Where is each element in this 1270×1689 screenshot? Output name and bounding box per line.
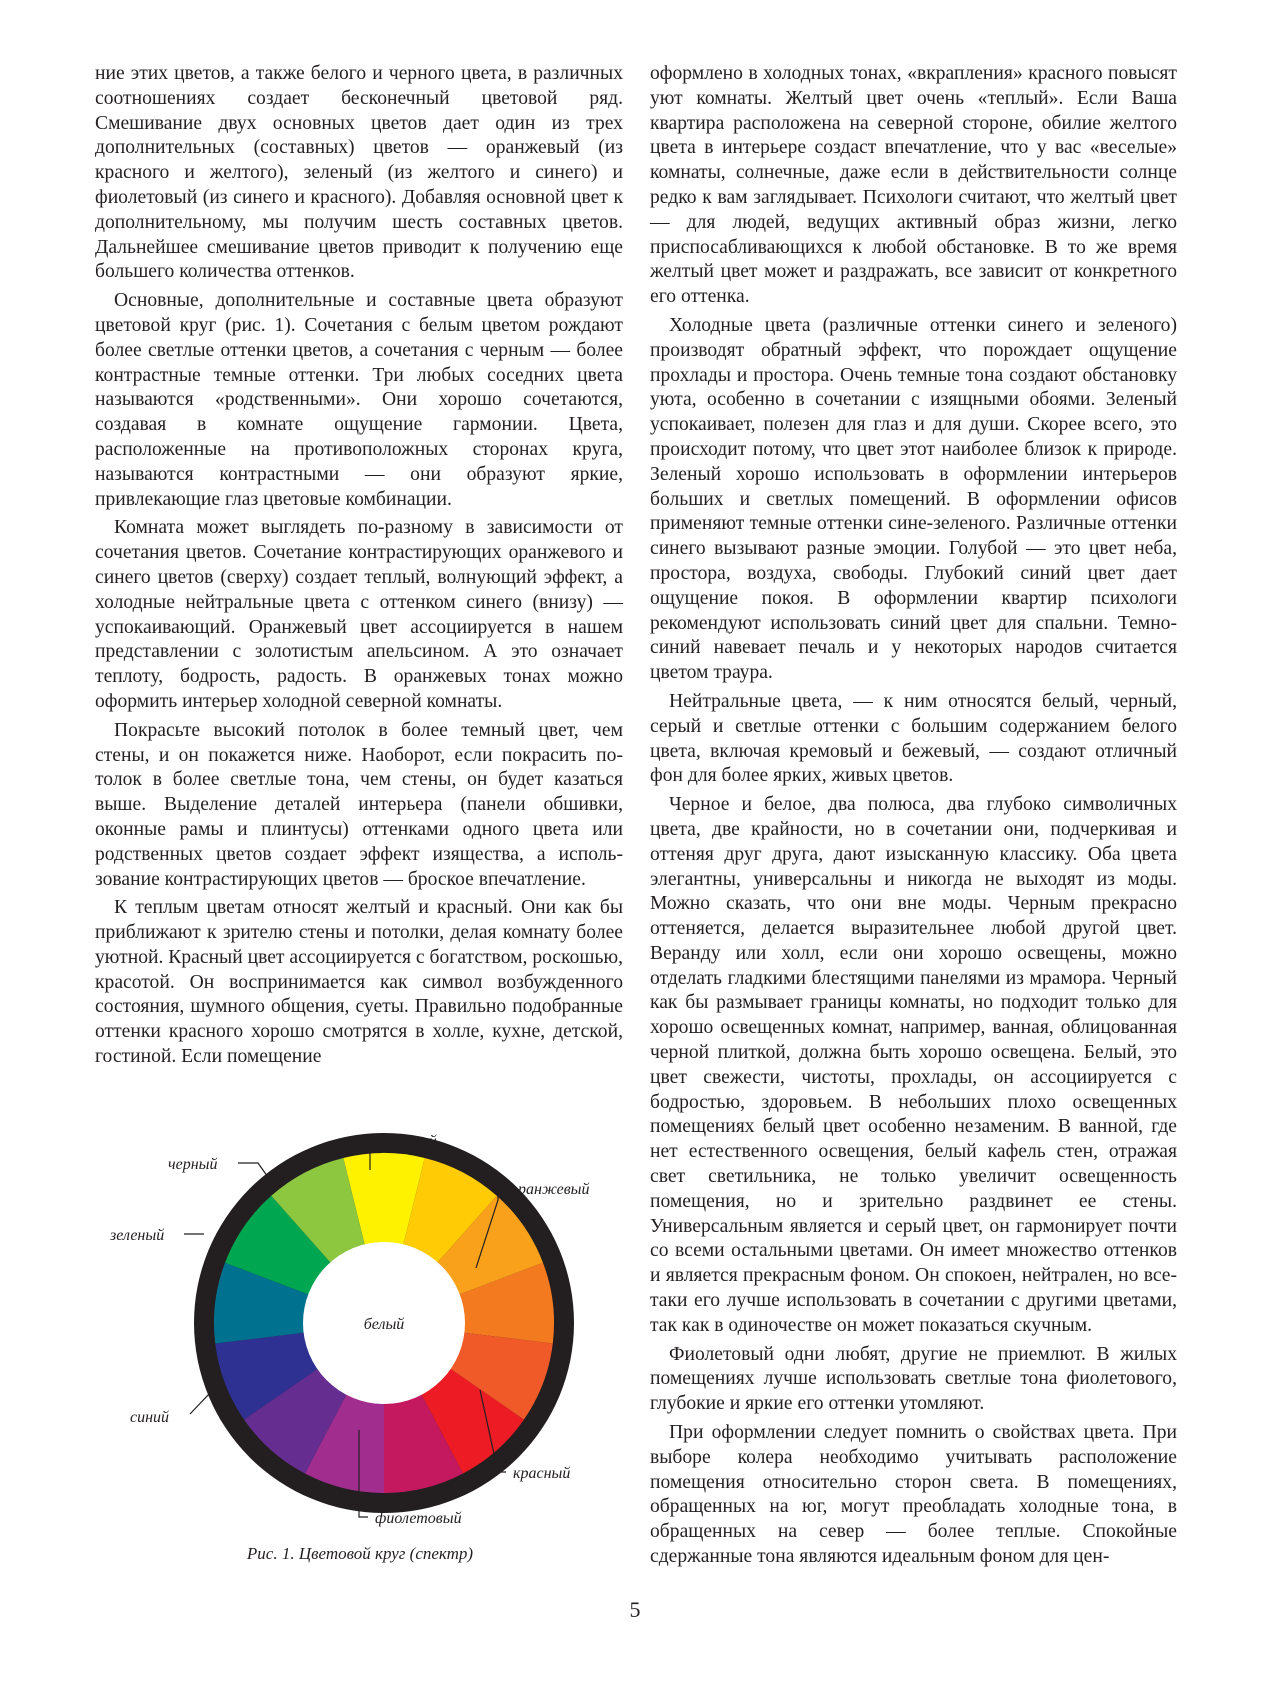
label-white: белый	[363, 1316, 405, 1333]
paragraph: Покрасьте высокий потолок в более темный цвет, чем стены, и он покажется ниже. Наоборот, если покрасить потолок в более светлые тона, чем стены, он будет казаться выше. Выделение деталей интерьера (панели обшивки, оконные рамы и плинтусы) оттенками одного цвета или родственных цветов создает эффект изящества, а использование контрастирующих цветов — броское впечатление.	[95, 719, 623, 890]
label-violet: фиолетовый	[375, 1510, 462, 1527]
paragraph: Холодные цвета (различные оттенки синего и зеленого) производят обратный эффект, что порождает ощущение прохлады и простора. Очень темные тона создают обстановку уюта, особенно в сочетании с изящными обоями. Зеленый успокаивает, полезен для глаз и для души. Скорее всего, это происходит потому, что цвет этот наиболее близок к природе. Зеленый хорошо использовать в оформлении интерьеров больших и светлых помещений. В оформлении офисов применяют темные оттенки сине-зеленого. Различные оттенки синего вызывают разные эмоции. Голубой — это цвет неба, простора, воздуха, свободы. Глубокий синий цвет дает ощущение покоя. В оформлении квартир психологи рекомендуют использовать синий цвет для спальни. Темно-синий навевает печаль и у некоторых народов считается цветом траура.	[650, 314, 1177, 684]
paragraph: Комната может выглядеть по-разному в зависимости от сочетания цветов. Сочетание контрастирующих оранжевого и синего цветов (сверху) создает теплый, волнующий эффект, а холодные нейтральные цвета с оттенком синего (внизу) — успокаивающий. Оранжевый цвет ассоциируется в нашем представлении с золотистым апельсином. А это означает теплоту, бодрость, радость. В оранжевых тонах можно оформить интерьер холодной северной комнаты.	[95, 517, 623, 712]
label-orange: оранжевый	[510, 1181, 590, 1198]
leader-blue	[190, 1393, 210, 1414]
paragraph: Фиолетовый одни любят, другие не приемлют. В жилых помещениях лучше использовать светлые тона фиолетового, глубокие и яркие его оттенки утомляют.	[650, 1343, 1177, 1415]
paragraph: Нейтральные цвета, — к ним относятся белый, черный, серый и светлые оттенки с большим содержанием белого цвета, включая кремовый и бежевый, — создают отличный фон для более ярких, живых цветов.	[650, 690, 1177, 787]
figure-caption: Рис. 1. Цветовой круг (спектр)	[246, 1544, 474, 1563]
label-red: красный	[513, 1465, 571, 1482]
paragraph: Основные, дополнительные и составные цвета образуют цветовой круг (рис. 1). Сочетания с белым цветом рождают более светлые оттенки цветов, а сочетания с черным — более контрастные темные оттенки. Три любых соседних цвета называются «родственными». Они хорошо сочетаются, создавая в комнате ощущение гармонии. Цвета, расположенные на противоположных сторонах круга, называются контрастными — они образуют яркие, привлекающие глаз цветовые комбинации.	[95, 290, 623, 510]
page-number: 5	[629, 1597, 641, 1622]
label-black: черный	[168, 1156, 218, 1173]
paragraph: При оформлении следует помнить о свойствах цвета. При выборе колера необходимо учитывать расположение помещения относительно сторон света. В помещениях, обращенных на юг, могут преобладать холодные тона, в обращенных на север — более теплые. Спокойные сдержанные тона являются идеальным фоном для цен-	[650, 1422, 1177, 1568]
paragraph: К теплым цветам относят желтый и красный. Они как бы приближают к зрителю стены и потолки, делая комнату более уютной. Красный цвет ассоциируется с богатством, роскошью, красотой. Он воспринимается как символ возбужденного состояния, шумного общения, суеты. Правильно подобранные оттенки красного хорошо смотрятся в холле, кухне, детской, гостиной. Если помещение	[95, 897, 623, 1068]
label-green: зеленый	[110, 1227, 165, 1244]
paragraph: Черное и белое, два полюса, два глубоко символичных цвета, две крайности, но в сочетании они, подчеркивая и оттеняя друг друга, дают изысканную классику. Оба цвета элегантны, универсальны и никогда не выходят из моды. Можно сказать, что они вне моды. Черным прекрасно оттеняется, делается выразительнее любой другой цвет. Веранду или холл, если они хорошо освещены, можно отделать гладкими блестящими панелями из мрамора. Черный как бы размывает границы комнаты, но подходит только для хорошо освещенных комнат, например, ванная, облицованная черной плиткой, должна быть хорошо освещена. Белый, это цвет свежести, чистоты, прохлады, он ассоциируется с бодростью, здоровьем. В небольших плохо освещенных помещениях белый цвет особенно незаменим. В ванной, где нет естественного освещения, белый кафель стен, отражая свет светильника, не только увеличит освещенность помещения, но и зрительно раздвинет ее стены. Универсальным является и серый цвет, он гармонирует почти со всеми остальными цветами. Он имеет множество оттенков и является прекрасным фоном. Он спокоен, нейтрален, но все-таки его лучше использовать в сочетании с другими цветами, так как в одиночестве он может показаться скучным.	[650, 794, 1177, 1336]
paragraph: оформлено в холодных тонах, «вкрапления» красного повысят уют комнаты. Желтый цвет очень «теплый». Если Ваша квартира расположена на северной стороне, обилие желтого цвета в интерьере создаст впечатление, что у вас «веселые» комнаты, солнечные, даже если в действительности солнце редко к вам заглядывает. Психологи считают, что желтый цвет — для людей, ведущих активный образ жизни, легко приспосабливающихся к любой обстановке. В то же время желтый цвет может и раздражать, все зависит от конкретного его оттенка.	[650, 63, 1177, 308]
label-blue: синий	[130, 1409, 170, 1426]
label-yellow: желтый	[378, 1133, 437, 1150]
paragraph: ние этих цветов, а также белого и черного цвета, в различных соотношениях создает бесконечный цветовой ряд. Смешивание двух основных цветов дает один из трех дополнительных (составных) цветов — оранжевый (из красного и желтого), зеленый (из желтого и синего) и фиолетовый (из синего и красного). Добавляя основной цвет к дополнительному, мы получим шесть составных цветов. Дальнейшее смешивание цветов приводит к получению еще большего количества оттенков.	[95, 63, 623, 283]
